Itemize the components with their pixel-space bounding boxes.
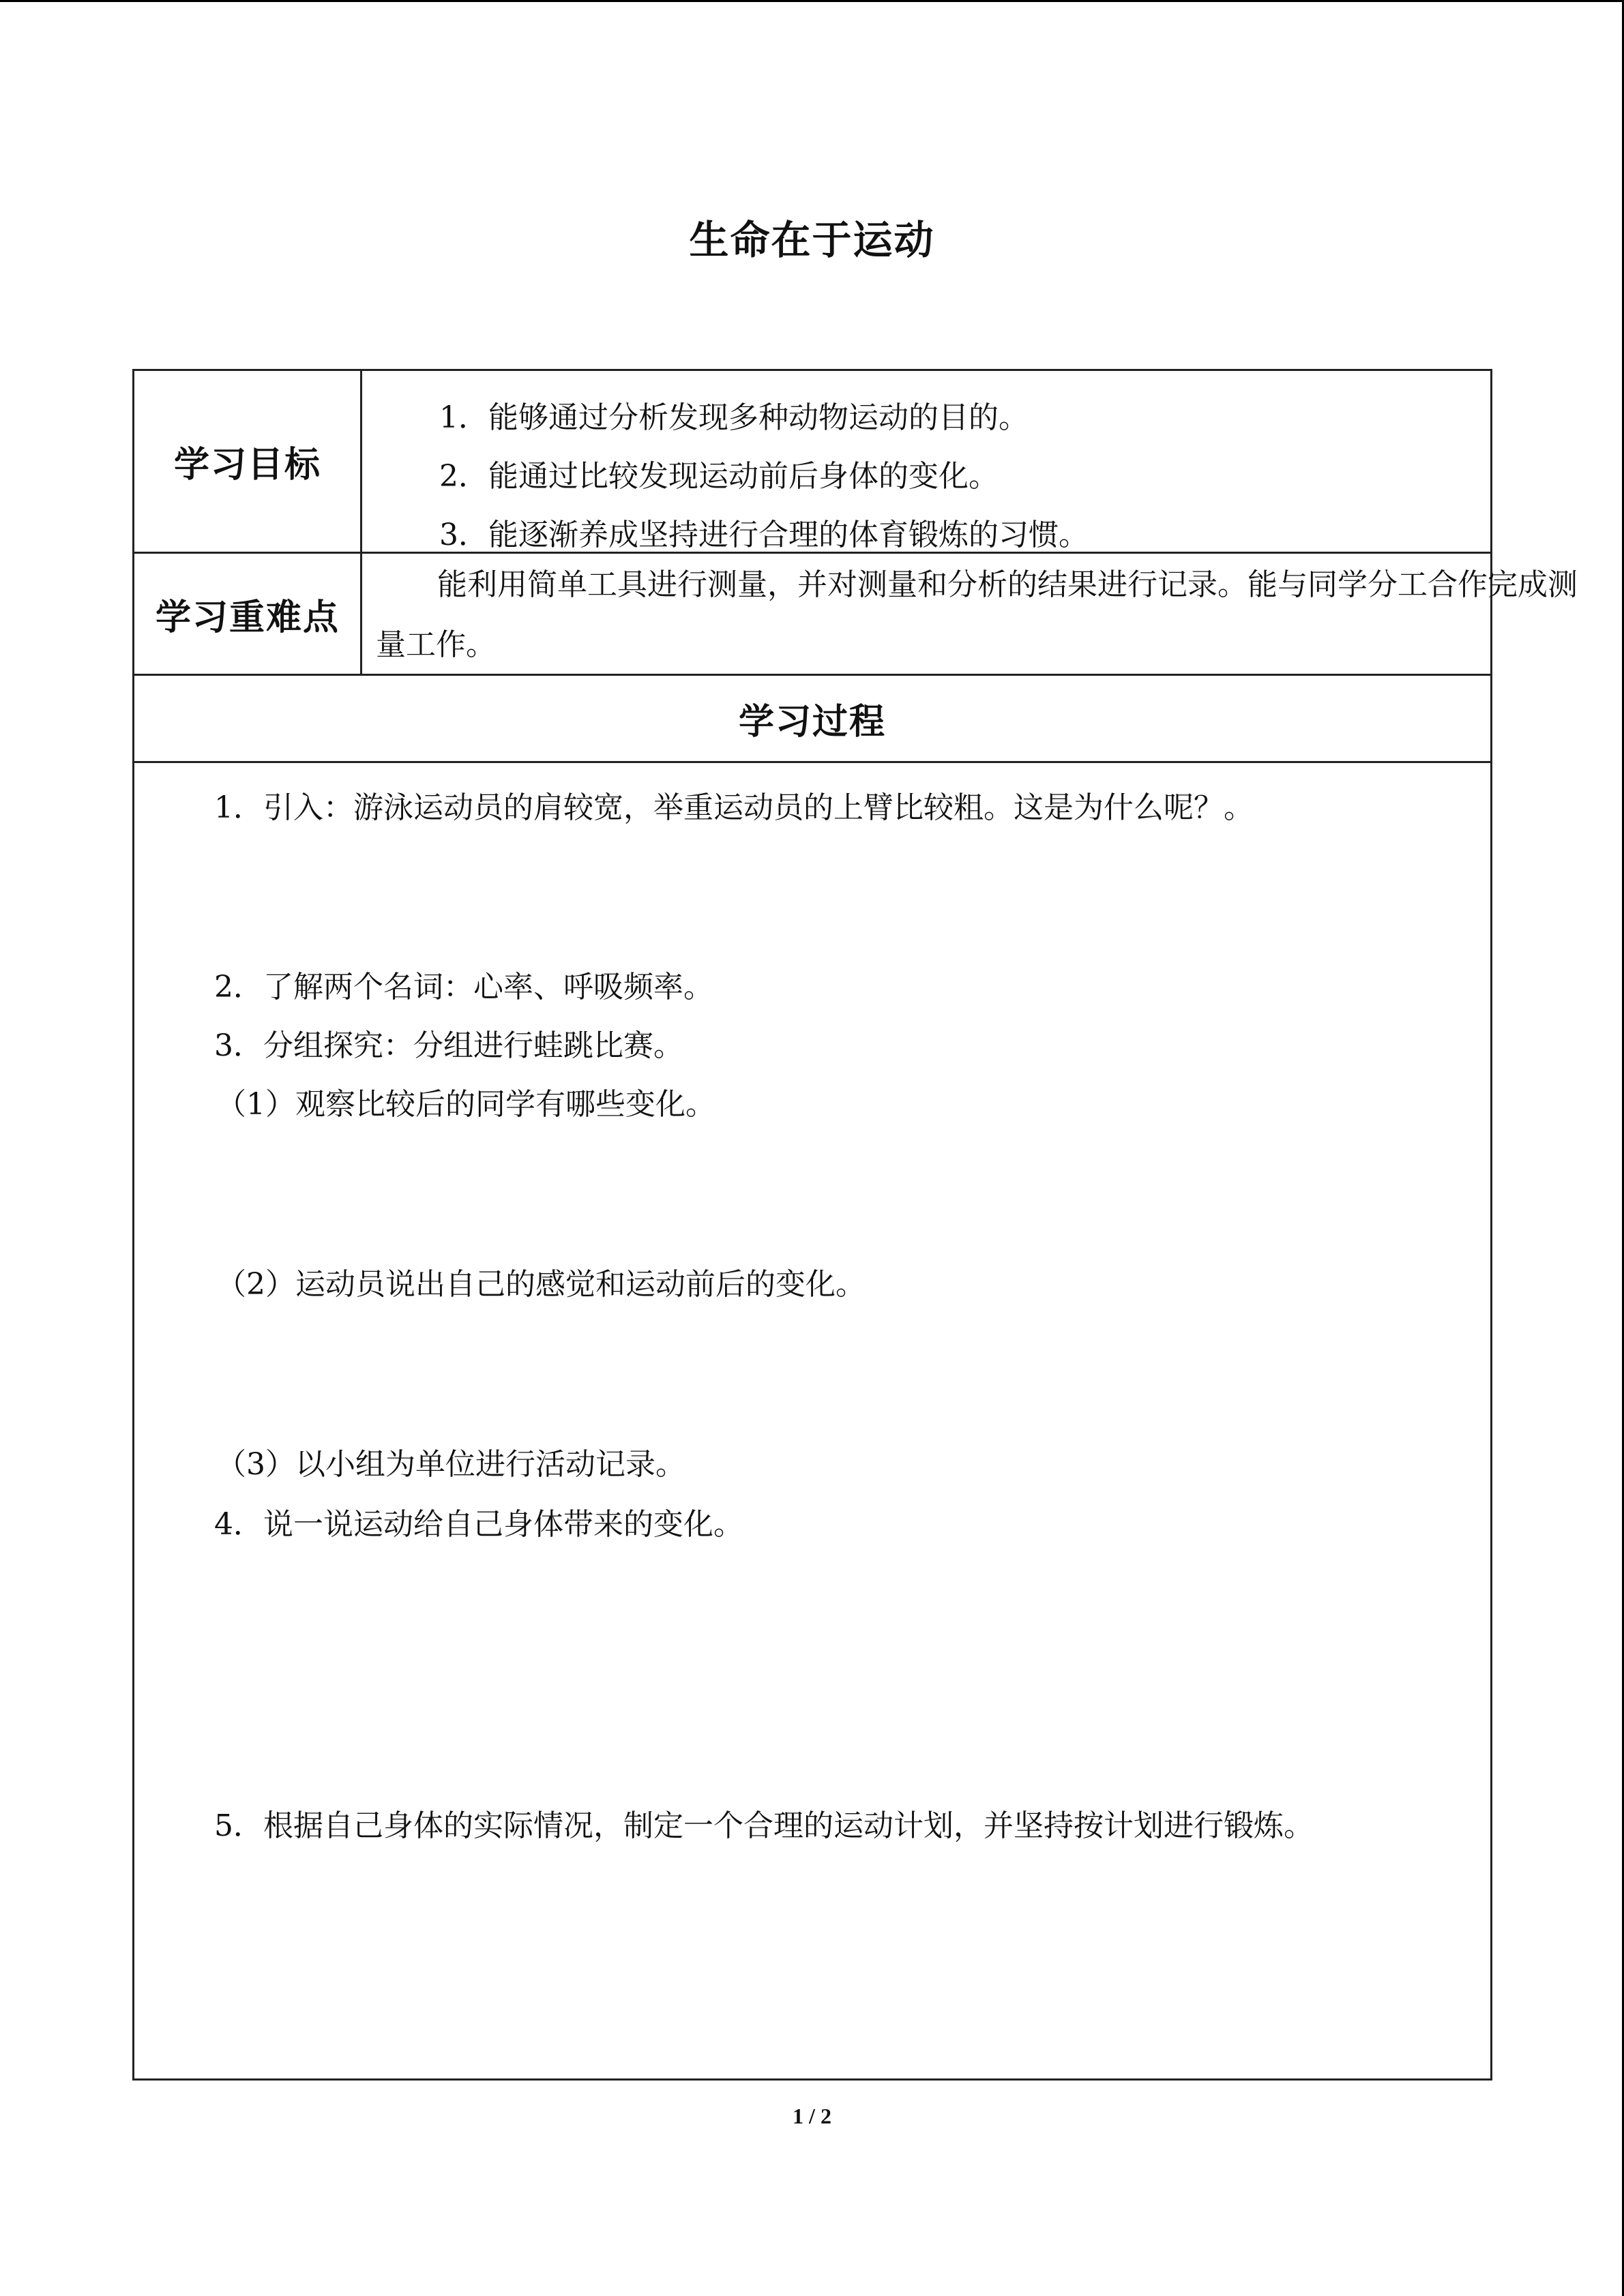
process-header: 学习过程	[738, 702, 886, 743]
objectives-label: 学习目标	[173, 445, 321, 486]
objective-item: 2．能通过比较发现运动前后身体的变化。	[439, 459, 999, 494]
objective-item: 1．能够通过分析发现多种动物运动的目的。	[439, 400, 1029, 435]
top-border	[0, 0, 1624, 2]
key-points-text: 能利用简单工具进行测量，并对测量和分析的结果进行记录。能与同学分工合作完成测量工作。	[376, 567, 1578, 662]
page-number: 1 / 2	[793, 2104, 831, 2128]
process-step: 1．引入：游泳运动员的肩较宽，举重运动员的上臂比较粗。这是为什么呢？。	[214, 790, 1254, 825]
page-title: 生命在于运动	[689, 217, 935, 263]
process-substep: （3）以小组为单位进行活动记录。	[216, 1447, 685, 1482]
process-substep: （2）运动员说出自己的感觉和运动前后的变化。	[216, 1267, 866, 1302]
lesson-table	[132, 369, 1578, 2081]
objective-item: 3．能逐渐养成坚持进行合理的体育锻炼的习惯。	[439, 518, 1089, 552]
row-divider	[134, 761, 1490, 763]
process-step: 2．了解两个名词：心率、呼吸频率。	[214, 970, 713, 1004]
process-step: 4．说一说运动给自己身体带来的变化。	[214, 1507, 743, 1542]
process-substep: （1）观察比较后的同学有哪些变化。	[216, 1087, 715, 1122]
process-step: 3．分组探究：分组进行蛙跳比赛。	[214, 1028, 683, 1063]
key-points-label: 学习重难点	[155, 597, 340, 638]
process-step: 5．根据自己身体的实际情况，制定一个合理的运动计划，并坚持按计划进行锻炼。	[214, 1808, 1314, 1843]
